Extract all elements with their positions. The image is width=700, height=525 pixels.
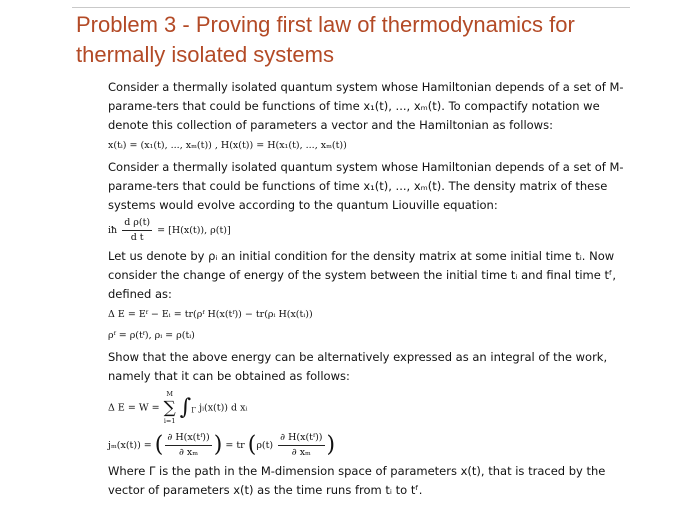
liouville-rhs: = [H(x(t)), ρ(t)] [157, 225, 231, 236]
integral-symbol: ∫ [179, 395, 192, 420]
force-numerator-1: ∂ H(x(tᶠ)) [165, 432, 211, 446]
force-fraction-1 [165, 432, 211, 459]
paragraph-work-claim: Show that the above energy can be alternatively expressed as an integral of the work, namely that it can be obtained as follows: [108, 350, 608, 383]
right-paren-2: ) [326, 432, 336, 458]
left-paren: ( [154, 432, 164, 458]
summation [164, 390, 176, 426]
equation-liouville [108, 217, 633, 244]
work-lhs: Δ E = W = [108, 402, 160, 414]
paragraph-liouville: Consider a thermally isolated quantum system whose Hamiltonian depends of a set of M-parame-ters that could be functions of time x₁(t), ..., xₘ(t). The density matrix of these systems would evolve according to the quantum Liouville equation: [108, 160, 624, 212]
work-integrand: jᵢ(x(t)) d xᵢ [199, 402, 248, 414]
force-denominator-2: ∂ xₘ [291, 447, 311, 458]
sum-lower-limit: i=1 [163, 417, 176, 425]
problem-body [108, 78, 633, 500]
liouville-prefix: iħ [108, 225, 118, 236]
equation-energy-change: Δ E = Eᶠ − Eᵢ = tr(ρᶠ H(x(tᶠ)) − tr(ρᵢ H(x(tᵢ)) [108, 309, 313, 320]
sum-upper-limit: M [166, 390, 173, 398]
integral-path-symbol: Γ [191, 406, 197, 415]
force-trace: = tr [225, 440, 245, 451]
paragraph-path-definition: Where Γ is the path in the M-dimension space of parameters x(t), that is traced by the vector of parameters x(t) as the time runs from tᵢ to tᶠ. [108, 464, 606, 497]
equation-work-integral [108, 390, 633, 426]
top-rule [72, 7, 630, 8]
paragraph-intro: Consider a thermally isolated quantum system whose Hamiltonian depends of a set of M-parame-ters that could be functions of time x₁(t), ..., xₘ(t). To compactify notation we denote this collection of parameters a vector and the Hamiltonian as follows: [108, 80, 624, 132]
liouville-denominator: d t [130, 232, 144, 243]
force-lhs: jₘ(x(t)) = [108, 440, 152, 451]
liouville-fraction [122, 217, 152, 244]
equation-generalized-force [108, 432, 633, 459]
equation-density-definitions: ρᶠ = ρ(tᶠ), ρᵢ = ρ(tᵢ) [108, 330, 195, 341]
force-fraction-2 [278, 432, 324, 459]
right-paren: ) [213, 432, 223, 458]
equation-parameter-vector: x(tᵢ) = (x₁(t), ..., xₘ(t)) , H(x(t)) = H(x₁(t), ..., xₘ(t)) [108, 140, 347, 151]
liouville-numerator: d ρ(t) [122, 217, 152, 231]
paragraph-energy-change: Let us denote by ρᵢ an initial condition for the density matrix at some initial time tᵢ. Now consider the change of energy of the system between the initial time tᵢ and final time tᶠ, defined as: [108, 249, 617, 301]
force-denominator-1: ∂ xₘ [178, 447, 199, 458]
force-numerator-2: ∂ H(x(tᶠ)) [278, 432, 324, 446]
left-paren-2: ( [247, 432, 257, 458]
force-rho: ρ(t) [256, 440, 274, 451]
problem-title: Problem 3 - Proving first law of thermodynamics for thermally isolated systems [76, 12, 575, 67]
sigma-symbol: ∑ [163, 398, 176, 418]
